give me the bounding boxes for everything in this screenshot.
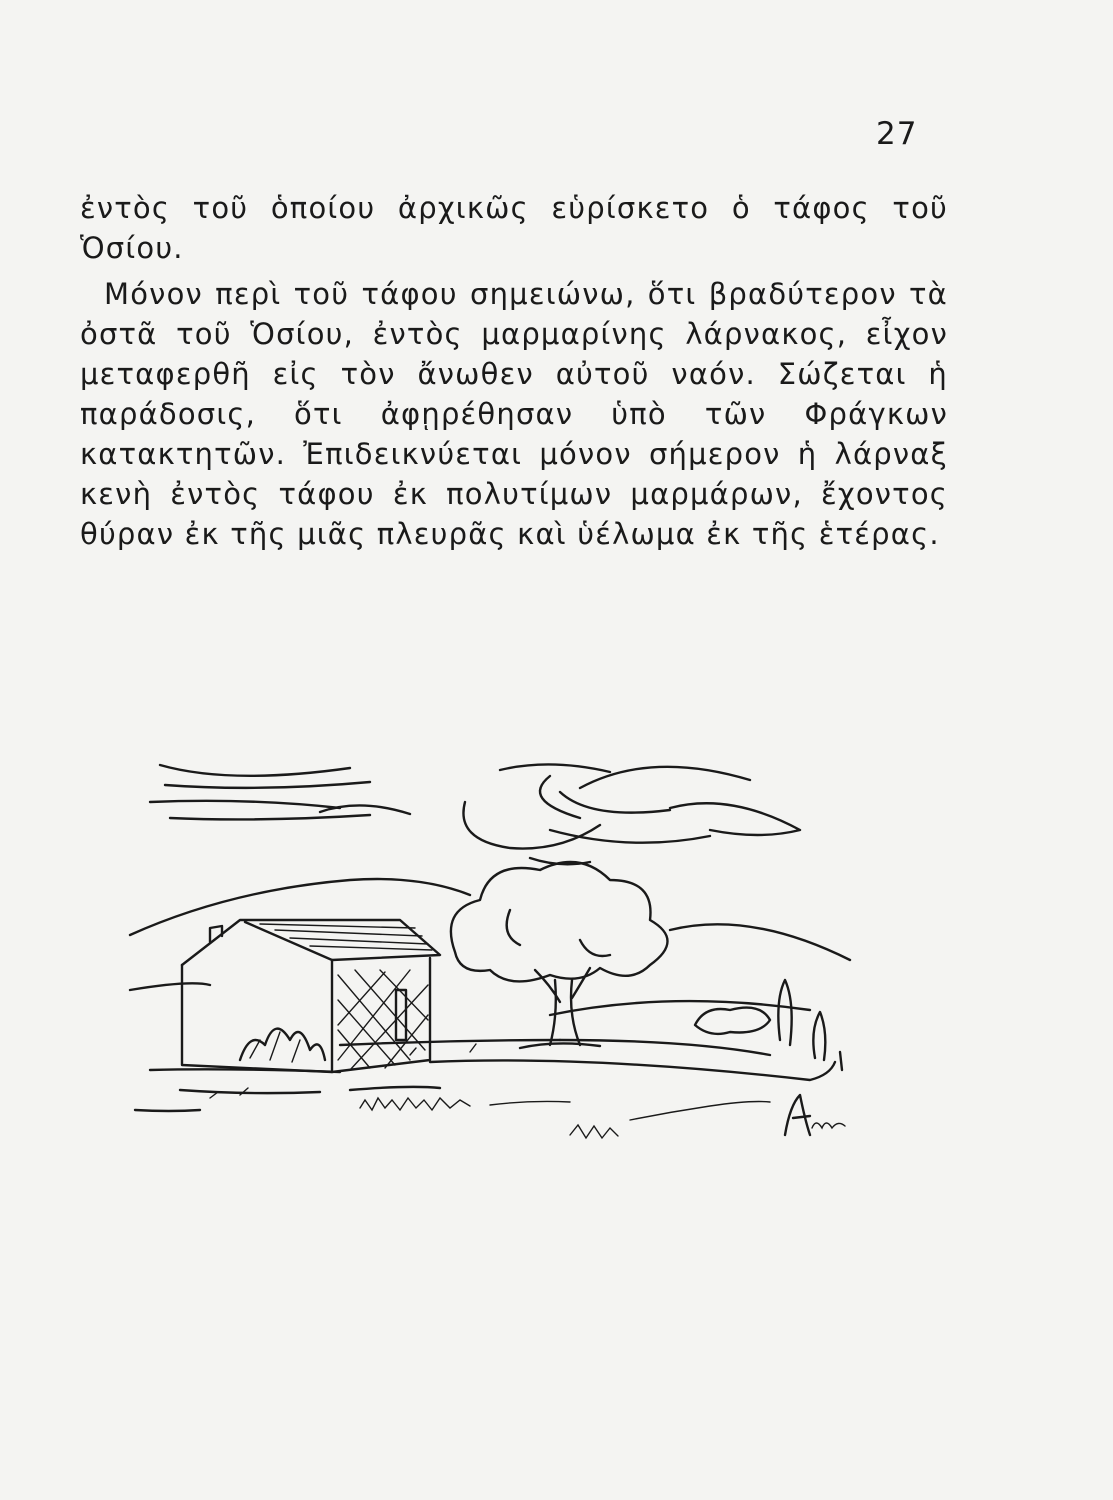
paragraph-1: ἐντὸς τοῦ ὁποίου ἀρχικῶς εὑρίσκετο ὁ τάφος τοῦ Ὁσίου.: [80, 191, 948, 265]
page-number: 27: [876, 116, 918, 152]
bush: [240, 1029, 325, 1062]
artist-signature: [785, 1095, 845, 1135]
clouds: [150, 764, 800, 864]
landscape-sketch-svg: [110, 740, 890, 1170]
body-text: [80, 188, 948, 554]
landscape-illustration: [110, 740, 890, 1170]
paragraph-2: Μόνον περὶ τοῦ τάφου σημειώνω, ὅτι βραδύτερον τὰ ὀστᾶ τοῦ Ὁσίου, ἐντὸς μαρμαρίνης λάρνακος, εἶχον μεταφερθῆ εἰς τὸν ἄνωθεν αὐτοῦ ναόν. Σώζεται ἡ παράδοσις, ὅτι ἀφῃρέθησαν ὑπὸ τῶν Φράγκων κατακτητῶν. Ἐπιδεικνύεται μόνον σήμερον ἡ λάρναξ κενὴ ἐντὸς τάφου ἐκ πολυτίμων μαρμάρων, ἔχοντος θύραν ἐκ τῆς μιᾶς πλευρᾶς καὶ ὑέλωμα ἐκ τῆς ἑτέρας.: [80, 277, 948, 551]
hills: [130, 879, 850, 1055]
distant-trees: [695, 980, 842, 1070]
tree: [451, 862, 668, 1048]
